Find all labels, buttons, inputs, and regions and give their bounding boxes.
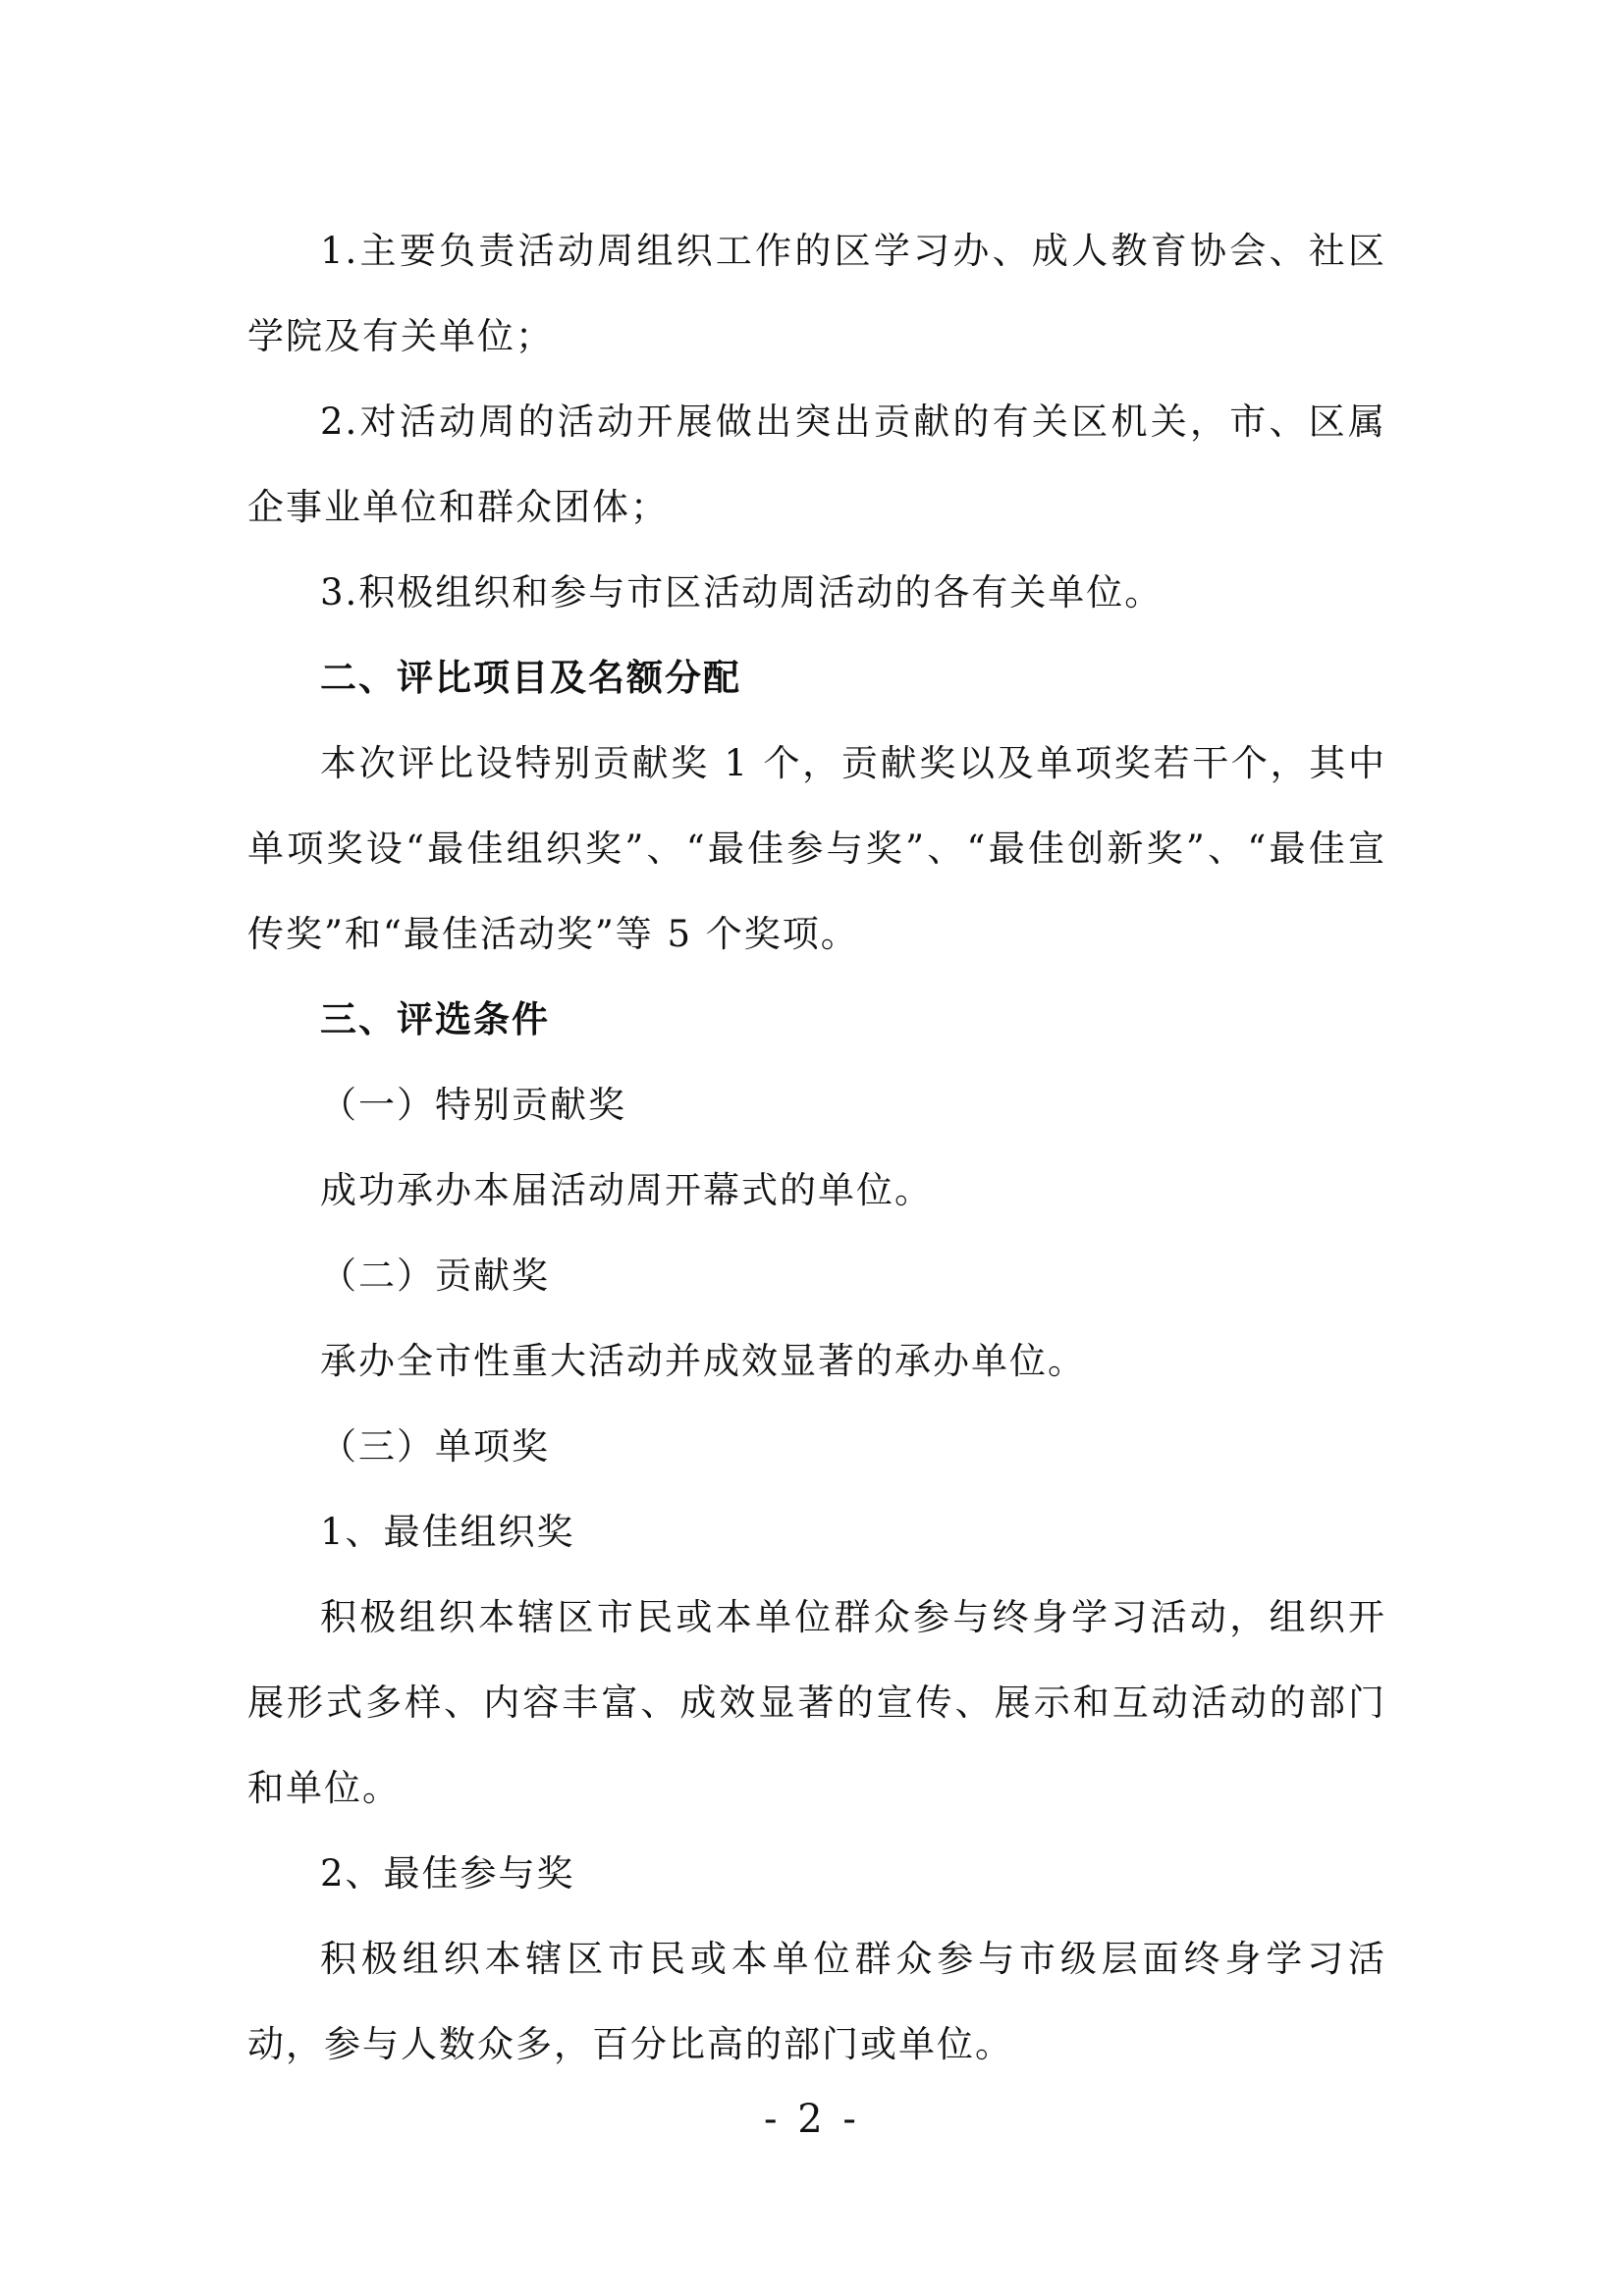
- document-body: [247, 208, 1386, 2087]
- paragraph-special-award: 成功承办本届活动周开幕式的单位。: [320, 1169, 933, 1211]
- paragraph-awards: 本次评比设特别贡献奖 1 个，贡献奖以及单项奖若干个，其中单项奖设“最佳组织奖”、“最佳参与奖”、“最佳创新奖”、“最佳宣传奖”和“最佳活动奖”等 5 个奖项。: [247, 742, 1386, 955]
- section-heading-2: 二、评比项目及名额分配: [320, 657, 741, 699]
- paragraph-contribution-award: 承办全市性重大活动并成效显著的承办单位。: [320, 1340, 1086, 1382]
- paragraph-scope-2: 2.对活动周的活动开展做出突出贡献的有关区机关，市、区属企事业单位和群众团体；: [247, 400, 1386, 528]
- subheading-contribution-award: （二）贡献奖: [320, 1255, 550, 1297]
- paragraph-best-organization: 积极组织本辖区市民或本单位群众参与终身学习活动，组织开展形式多样、内容丰富、成效显著的宣传、展示和互动活动的部门和单位。: [247, 1596, 1386, 1809]
- subheading-single-awards: （三）单项奖: [320, 1425, 550, 1468]
- item-best-participation: 2、最佳参与奖: [320, 1852, 575, 1895]
- subheading-special-award: （一）特别贡献奖: [320, 1084, 626, 1126]
- paragraph-best-participation: 积极组织本辖区市民或本单位群众参与市级层面终身学习活动，参与人数众多，百分比高的部门或单位。: [247, 1938, 1386, 2065]
- page-number: - 2 -: [764, 2097, 860, 2142]
- section-heading-3: 三、评选条件: [320, 998, 550, 1041]
- item-best-organization: 1、最佳组织奖: [320, 1511, 575, 1553]
- paragraph-scope-1: 1.主要负责活动周组织工作的区学习办、成人教育协会、社区学院及有关单位；: [247, 230, 1386, 357]
- paragraph-scope-3: 3.积极组织和参与市区活动周活动的各有关单位。: [320, 571, 1164, 614]
